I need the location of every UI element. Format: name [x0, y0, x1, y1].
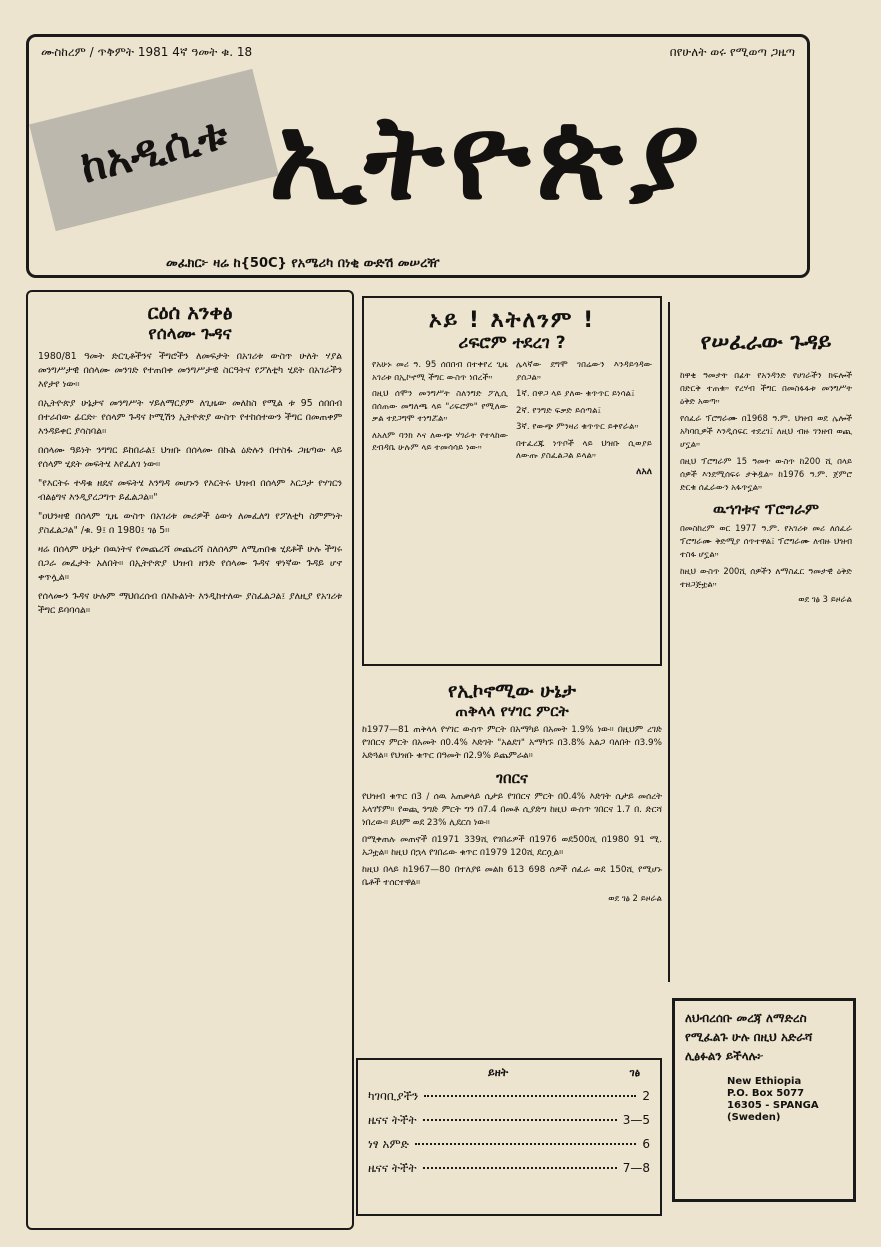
- motto: መፈክር፦ ዛሬ ከ{50C} የአሜሪካ በነቂ ውድሽ መሠረዥ: [160, 256, 446, 271]
- toc-title: ነፃ አምድ: [368, 1137, 409, 1151]
- sidebar-paragraph: ከዚህ ውስጥ 200ሺ ሰዎችን ለማስፈር ዓመታዊ ዕቅድ ተዘጋጅቷል።: [680, 566, 852, 589]
- toc-page-header: ገፅ: [629, 1066, 640, 1079]
- contact-address-box: [672, 998, 856, 1202]
- address-line: (Sweden): [727, 1112, 781, 1123]
- editorial-paragraph: ዛሬ በሰላም ሁኔታ በዉነትና የመጨረሻ መጨረሻ ስለሰላም ለሚጠበቁ ሂደቶች ሁሉ ችግሩ በጋራ መፈታት አለበት። በኢትዮጵያ ህዝብ ዘንድ የሰላሙ ጉዳና ዋነኛው ጉዳይ ሆኖ ቀጥሏል።: [38, 544, 342, 583]
- address-line: P.O. Box 5077: [727, 1088, 805, 1099]
- editorial-quote: "ዐህንዛዊ በሰላም ጊዜ ውስጥ በአገሪቱ መሪዎች ዕውነ ለመፈለግ የፖለቲካ ስምምነት ያስፈልጋል" /ቁ. 9፤ በ 1980፤ ገፅ 5።: [38, 511, 342, 536]
- toc-row[interactable]: [368, 1113, 650, 1128]
- feature-list-item: 1ኛ. በዋጋ ላይ ያለው ቁጥጥር ይነሳል፤: [516, 389, 635, 399]
- toc-leader: [424, 1095, 636, 1097]
- editorial-title: የሰላሙ ጉዳና: [148, 324, 232, 344]
- feature-signature: ለአለ: [636, 466, 652, 477]
- editorial-quote: "የእርትሩ ተዳቁ ዘዴና መፍትሄ እንግዳ መሆኑን የእርትሩ ህዝብ በሰላም እርጋታ የሃገርን ብልፅግና እንዲያረጋግጥ ይፈልጋል።": [38, 478, 342, 503]
- sidebar-paragraph: ከዋቂ ዓመታት በፊት የአንዳንድ የሀገራችን ክፍሎች በድርቅ ተጠቁ። የረሃብ ችግር በመስፋፋቱ መንግሥት ዕቅድ አወጣ።: [680, 370, 852, 406]
- editorial-paragraph: በሰላሙ ዓይነት ንግግር ይከበራል፤ ህዝቡ በሰላሙ በኩል ዕድሉን በተስፋ ጋዜጣው ላይ የሰላም ሂደት መፍትሄ እየፈለገ ነው።: [38, 445, 342, 470]
- middle-column: [362, 296, 662, 904]
- toc-page: 7—8: [622, 1161, 650, 1175]
- economy-paragraph: ከዚህ በላይ ከ1967—80 በተለያዩ መልክ 613 698 ሰዎች ሰፈራ ወደ 150ሺ የሚሆኑ ቤቶች ተሰርተዋል።: [362, 865, 662, 888]
- sidebar-subhead: ዉኀገቱና ፕሮግራም: [713, 500, 819, 518]
- sidebar-paragraph: በዚህ ፕሮግራም 15 ዓመት ውስጥ ከ200 ሺ በላይ ሰዎች እንደሚሰፍሩ ታቅዷል። ከ1976 ዓ.ም. ጀምሮ ድርቁ ሰፈራውን አፋጥኗል።: [680, 456, 852, 492]
- toc-title: ዜናና ትችት: [368, 1113, 417, 1127]
- feature-list-item: 2ኛ. የንግድ ፍቃድ ይሰጣል፤: [516, 405, 602, 416]
- editorial-kicker: ርዕሰ አንቀፅ: [147, 300, 233, 324]
- toc-page: 3—5: [622, 1113, 650, 1127]
- feature-paragraph: በዚህ ሰሞን መንግሥት ስለንግድ ፖሊሲ በሰጠው መግለጫ ላይ "ሪፍሮም" የሚለው ቃል ተደጋግሞ ተነግሯል።: [372, 389, 508, 424]
- address-line: New Ethiopia: [727, 1076, 802, 1087]
- feature-paragraph: የአሁኑ መሪ ዓ. 95 ሰበበብ በተቀየረ ጊዜ አገሪቱ በኢኮኖሚ ችግር ውስጥ ነበረች።: [372, 360, 508, 383]
- issue-line: ሙስከረም / ጥቅምት 1981 4ኛ ዓመት ቁ. 18: [41, 45, 253, 59]
- contact-message: ለህብረሰቡ መረጃ ለማድረስ የሚፈልጉ ሁሉ በዚህ አድራሻ ሊፅፉልን ይችላሉ፦: [685, 1011, 813, 1063]
- sidebar-column: [668, 302, 856, 982]
- economy-paragraph: ከ1977—81 ጠቅላላ የሃገር ውስጥ ምርት በአማካይ በአመት 1.9% ነው። በዚህም ረገድ የገበርና ምርት በአመት በ0.4% እድገት "አልደገ" አማካኙ በ3.8% አልጋ ባለበት በ3.9% አድጓል። የህዝቡ ቁጥር በዓመት በ2.9% ይጨምራል።: [362, 725, 662, 761]
- feature-list-item: 3ኛ. የውጭ ምንዛሪ ቁጥጥር ይቀየራል።: [516, 422, 639, 432]
- toc-leader: [415, 1143, 636, 1145]
- economy-headline: የኢኮኖሚው ሁኔታ: [447, 680, 577, 702]
- feature-headline: ኦይ ! እትለንም !: [428, 308, 596, 333]
- toc-row[interactable]: [368, 1089, 650, 1104]
- economy-paragraph: የህዝብ ቁጥር በ3 / ሰዉ አጠቃላይ ሲታይ የገበርና ምርት በ0.4% እድገት ሲታይ መሰረት አላገኘም። የወጪ ንግድ ምርት ግን በ7.4 በመቶ ሲያድግ ከዚህ ውስጥ ገበርና 1.7 በ. ድርሻ ነበረው። ይህም ወደ 23% ሊደርስ ነው።: [362, 792, 662, 828]
- feature-article: [362, 296, 662, 666]
- masthead: [26, 34, 810, 278]
- subtitle-text: ከአዲሲቱ: [75, 107, 233, 193]
- toc-title: ካገባቢያችን: [368, 1089, 419, 1103]
- feature-paragraph: በተፈረጁ ነጥቦች ላይ ህዝቡ ሲወያይ ለውጡ ያስፈልጋል ይላል።: [516, 438, 652, 461]
- toc-header: ይዘት: [488, 1066, 509, 1079]
- sidebar-headline: የሠፈራው ጉዳይ: [700, 330, 832, 355]
- continued-note: ወደ ገፅ 3 ይዞራል: [798, 595, 852, 605]
- continued-note: ወደ ገፅ 2 ይዞራል: [608, 894, 662, 904]
- feature-subhead: ሪፍሮም ተደረገ ?: [458, 333, 566, 353]
- postal-address: [727, 1076, 843, 1124]
- sidebar-paragraph: የሰፈራ ፕሮግራሙ በ1968 ዓ.ም. ህዝብ ወደ ሌሎች አካባቢዎች እንዲሰፍር ተደረገ፤ ለዚህ ብዙ ገንዘብ ወጪ ሆኗል።: [680, 413, 852, 449]
- table-of-contents: [356, 1058, 662, 1216]
- editorial-column: [26, 290, 354, 1230]
- editorial-paragraph: 1980/81 ዓመት ድርጊቶችንና ችግሮችን ለመፍታት በአገሪቱ ውስጥ ሁለት ሃያል መንግሥታዊ በሰላሙ መንገድ የተጠበቀ መንግሥታዊ ስርዓትና የፖለቲካ ሂደት በአገራችን እየታየ ነው።: [38, 351, 342, 390]
- toc-row[interactable]: [368, 1161, 650, 1176]
- tagline: በየሁለት ወሩ የሚወጣ ጋዜጣ: [669, 45, 795, 59]
- editorial-paragraph: በኢትዮጵያ ሁኔታና መንግሥት ሃይለማርያም ለጊዜው መለከስ የሚል ቱ 95 ሰበበብ በተራበው ፊርድ፦ የሰላም ጉዳና ኮሚሽን ኢትዮጵያ ውስጥ የተከሰተውን ችግር በመጠቀም እንዳይቀር ያሳስባል።: [38, 398, 342, 437]
- toc-title: ዜናና ትችት: [368, 1161, 417, 1175]
- subtitle-badge: [29, 69, 279, 231]
- toc-page: 2: [642, 1089, 650, 1103]
- economy-section-head: ገበርና: [496, 769, 528, 787]
- economy-paragraph: በሚቀጠሉ መጠኖች በ1971 339ሺ የገበሬዎች በ1976 ወደ500ሺ በ1980 91 ሚ. አጋቷል። ከዚህ በኋላ የገበሬው ቁጥር በ1979 120ሺ ደርሷል።: [362, 835, 662, 858]
- address-line: 16305 - SPANGA: [727, 1100, 819, 1111]
- toc-leader: [423, 1119, 617, 1121]
- editorial-paragraph: የሰላሙን ጉዳና ሁሉም ማህበረሰብ በእኩልነት እንዲከተለው ያስፈልጋል፤ ያለዚያ የአገሪቱ ችግር ይባባሳል።: [38, 591, 342, 616]
- toc-row[interactable]: [368, 1137, 650, 1152]
- sidebar-paragraph: በመስከረም ወር 1977 ዓ.ም. የአገሪቱ መሪ ለሰፈራ ፕሮግራሙ ቅድሚያ ሰጥተዋል፤ ፕሮግራሙ ለብዙ ህዝብ ተስፋ ሆኗል።: [680, 523, 852, 559]
- economy-subhead: ጠቅላላ የሃገር ምርት: [455, 702, 569, 720]
- feature-paragraph: ሌላኛው ደግሞ ገበሬውን እንዳይጎዳው ያሰጋል።: [516, 360, 652, 383]
- toc-page: 6: [642, 1137, 650, 1151]
- toc-leader: [423, 1167, 617, 1169]
- newspaper-title: ኢትዮጵያ: [269, 86, 706, 226]
- feature-paragraph: ለአለም ባንክ እና ለውጭ ሃገራት የተላከው ደብዳቤ ሁሉም ላይ ተመሳሳይ ነው።: [372, 430, 508, 453]
